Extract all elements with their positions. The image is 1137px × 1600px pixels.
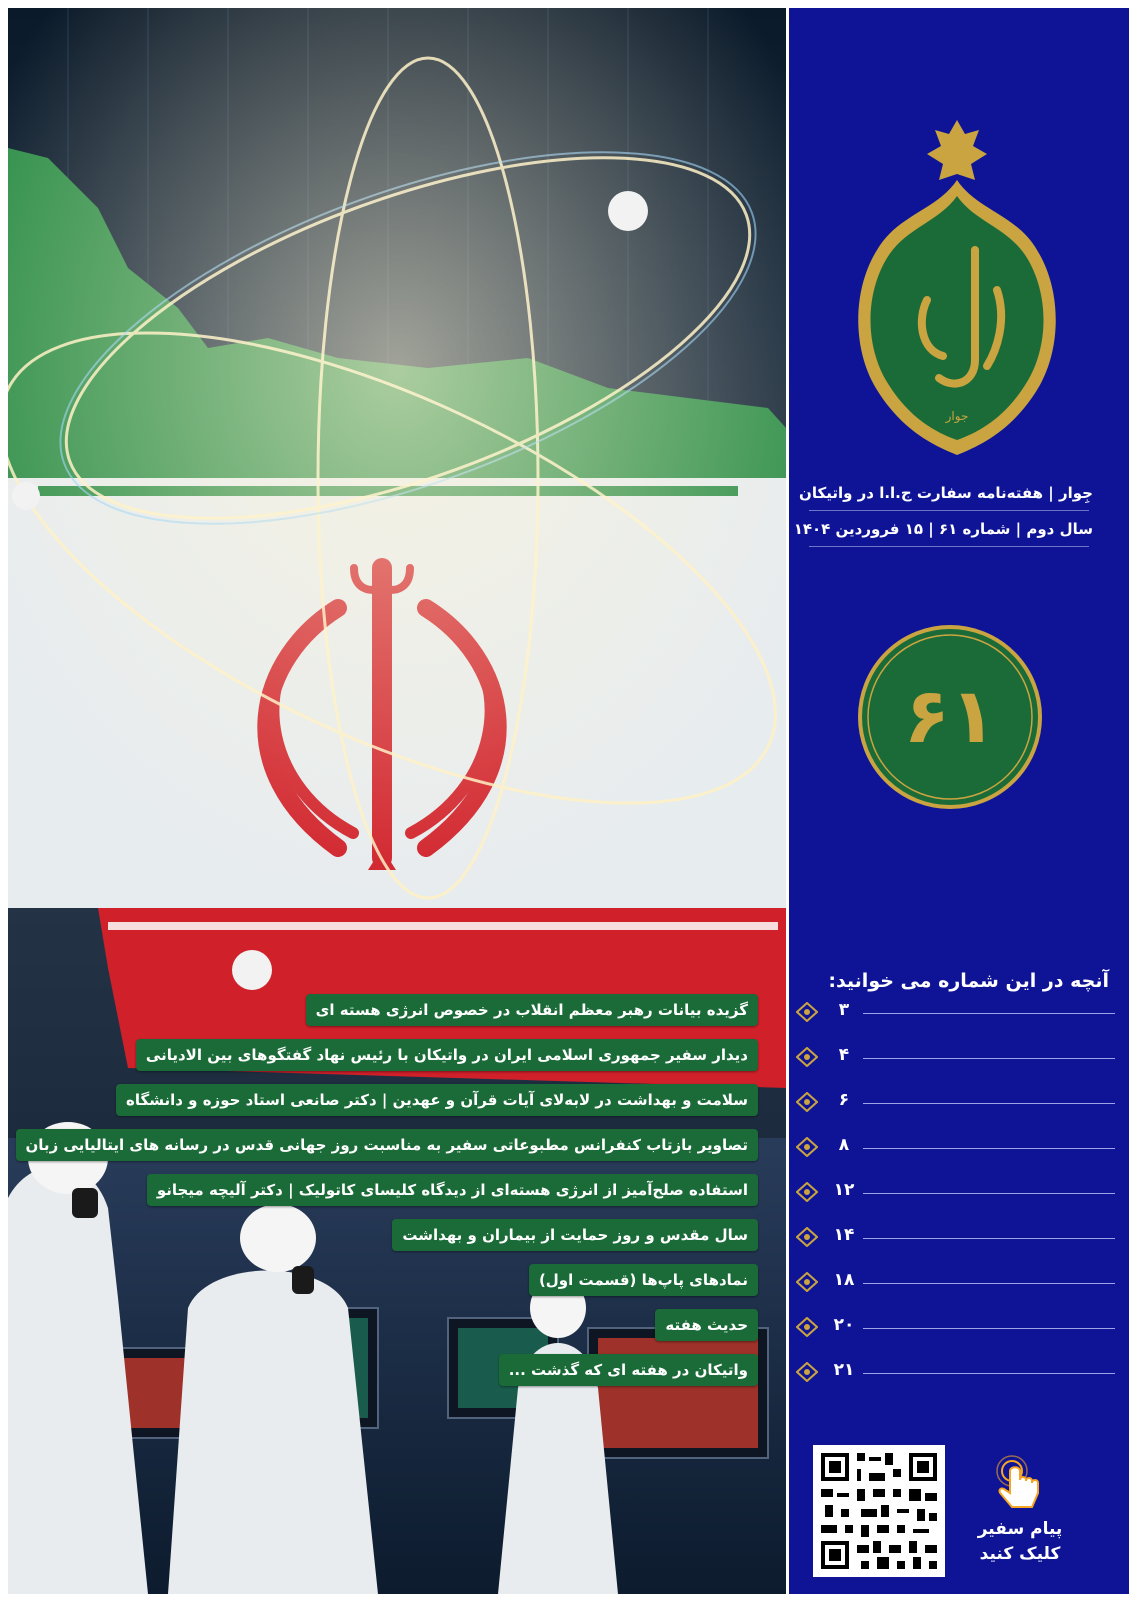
toc-row[interactable] <box>789 1045 1129 1069</box>
toc-page-number: ۲۱ <box>833 1360 855 1380</box>
toc-item-title[interactable]: استفاده صلح‌آمیز از انرژی هسته‌ای از دیدگاه کلیسای کاتولیک | دکتر آلیچه میجانو <box>147 1174 758 1206</box>
toc-leader-line <box>863 1283 1115 1284</box>
toc-page-number: ۶ <box>838 1090 850 1110</box>
toc-leader-line <box>863 1328 1115 1329</box>
ornament-icon <box>796 1272 818 1292</box>
magazine-title-line: جِوار | هفته‌نامه سفارت ج.ا.ا در واتیکان <box>799 484 1093 502</box>
toc-leader-line <box>863 1103 1115 1104</box>
ornament-icon <box>796 1227 818 1247</box>
qr-code-icon <box>813 1445 945 1577</box>
pointing-hand-icon <box>990 1453 1050 1513</box>
issue-number: ۶۱ <box>903 671 997 760</box>
header-rule <box>809 510 1089 511</box>
cover-sidebar <box>789 8 1129 1594</box>
toc-row[interactable] <box>789 1360 1129 1384</box>
toc-leader-line <box>863 1238 1115 1239</box>
toc-row[interactable] <box>789 1225 1129 1249</box>
ornament-icon <box>796 1092 818 1112</box>
toc-row[interactable] <box>789 1135 1129 1159</box>
toc-page-number: ۸ <box>838 1135 850 1155</box>
toc-page-number: ۱۴ <box>833 1225 855 1245</box>
issue-line: سال دوم | شماره ۶۱ | ۱۵ فروردین ۱۴۰۴ <box>793 520 1093 538</box>
issue-number-badge <box>855 622 1045 812</box>
ornament-icon <box>796 1002 818 1022</box>
toc-page-number: ۲۰ <box>833 1315 855 1335</box>
qr-code[interactable] <box>813 1445 945 1577</box>
cta-line1: پیام سفیر <box>977 1519 1063 1539</box>
jawar-logo-icon <box>847 120 1067 460</box>
toc-page-number: ۳ <box>838 1000 850 1020</box>
toc-row[interactable] <box>789 1180 1129 1204</box>
cover-artwork <box>8 8 786 1594</box>
toc-item-title[interactable]: نمادهای پاپ‌ها (قسمت اول) <box>529 1264 758 1296</box>
toc-item-title[interactable]: دیدار سفیر جمهوری اسلامی ایران در واتیکان با رئیس نهاد گفتگوهای بین الادیانی <box>136 1039 758 1071</box>
toc-page-number: ۴ <box>838 1045 850 1065</box>
toc-row[interactable] <box>789 1090 1129 1114</box>
toc-leader-line <box>863 1193 1115 1194</box>
toc-leader-line <box>863 1148 1115 1149</box>
toc-row[interactable] <box>789 1270 1129 1294</box>
header-rule <box>809 546 1089 547</box>
ornament-icon <box>796 1362 818 1382</box>
toc-item-title[interactable]: سال مقدس و روز حمایت از بیماران و بهداشت <box>392 1219 758 1251</box>
toc-item-title[interactable]: سلامت و بهداشت در لابه‌لای آیات قرآن و عهدین | دکتر صانعی استاد حوزه و دانشگاه <box>116 1084 758 1116</box>
toc-leader-line <box>863 1373 1115 1374</box>
toc-item-title[interactable]: حدیث هفته <box>655 1309 758 1341</box>
toc-item-title[interactable]: تصاویر بازتاب کنفرانس مطبوعاتی سفیر به مناسبت روز جهانی قدس در رسانه های ایتالیایی زبان <box>16 1129 759 1161</box>
toc-row[interactable] <box>789 1315 1129 1339</box>
toc-page-number: ۱۸ <box>833 1270 855 1290</box>
toc-leader-line <box>863 1013 1115 1014</box>
magazine-cover <box>8 8 1129 1594</box>
ambassador-message-cta[interactable] <box>965 1453 1075 1573</box>
ornament-icon <box>796 1182 818 1202</box>
toc-page-number: ۱۲ <box>833 1180 855 1200</box>
toc-row[interactable] <box>789 1000 1129 1024</box>
ornament-icon <box>796 1047 818 1067</box>
toc-item-title[interactable]: گزیده بیانات رهبر معظم انقلاب در خصوص انرژی هسته ای <box>306 994 758 1026</box>
cta-line2: کلیک کنید <box>979 1544 1061 1564</box>
ornament-icon <box>796 1317 818 1337</box>
toc-leader-line <box>863 1058 1115 1059</box>
logo-calligraphy: جوار <box>945 409 969 423</box>
ornament-icon <box>796 1137 818 1157</box>
toc-item-title[interactable]: واتیکان در هفته ای که گذشت ... <box>499 1354 758 1386</box>
toc-heading: آنچه در این شماره می خوانید: <box>828 970 1109 992</box>
